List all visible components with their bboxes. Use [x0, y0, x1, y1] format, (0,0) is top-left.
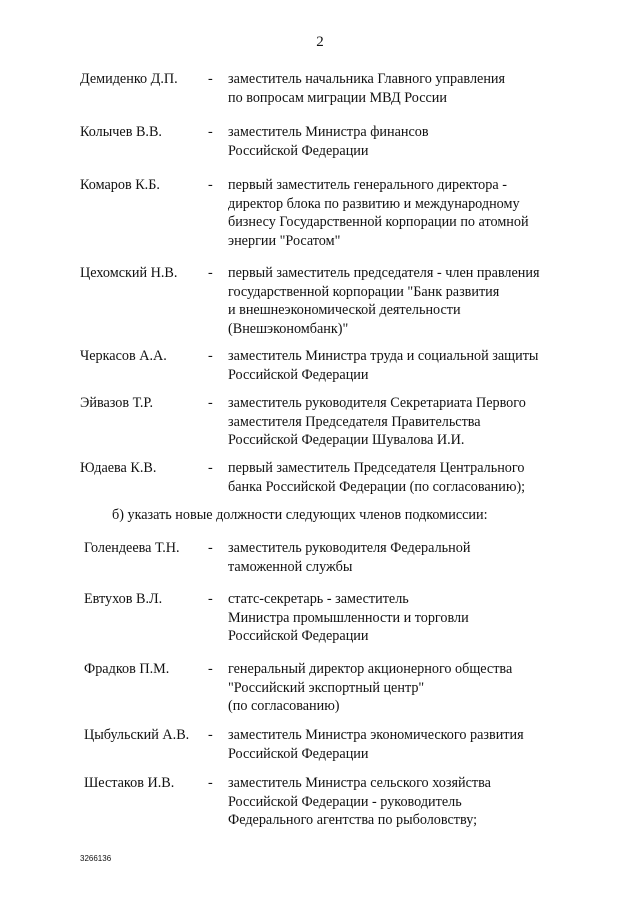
- position-line: энергии "Росатом": [228, 232, 341, 249]
- position-line: Российской Федерации: [228, 142, 369, 159]
- dash-separator: -: [208, 460, 213, 476]
- position-line: заместитель руководителя Федеральной: [228, 540, 471, 556]
- position-line: Российской Федерации: [228, 628, 369, 645]
- position-line: Российской Федерации Шувалова И.И.: [228, 432, 465, 449]
- member-name: Цыбульский А.В.: [84, 727, 190, 743]
- position-line: (Внешэкономбанк)": [228, 320, 349, 337]
- position-line: первый заместитель председателя - член правления: [228, 265, 540, 281]
- position-line: заместитель Министра сельского хозяйства: [228, 775, 491, 791]
- member-name: Демиденко Д.П.: [80, 71, 178, 87]
- position-line: первый заместитель генерального директора -: [228, 177, 507, 193]
- dash-separator: -: [208, 71, 213, 87]
- dash-separator: -: [208, 540, 213, 556]
- dash-separator: -: [208, 348, 213, 364]
- position-line: заместитель руководителя Секретариата Первого: [228, 395, 526, 411]
- position-line: Российской Федерации: [228, 366, 369, 383]
- position-line: и внешнеэкономической деятельности: [228, 302, 461, 319]
- member-name: Черкасов А.А.: [80, 348, 167, 364]
- position-line: государственной корпорации "Банк развития: [228, 283, 500, 300]
- position-line: заместитель Министра финансов: [228, 124, 429, 140]
- section-b-intro: б) указать новые должности следующих членов подкомиссии:: [112, 507, 488, 523]
- member-name: Голендеева Т.Н.: [84, 540, 180, 556]
- position-line: заместитель Министра экономического развития: [228, 727, 524, 743]
- member-name: Колычев В.В.: [80, 124, 162, 140]
- position-line: "Российский экспортный центр": [228, 679, 425, 696]
- member-name: Комаров К.Б.: [80, 177, 160, 193]
- position-line: заместитель начальника Главного управления: [228, 71, 506, 87]
- position-line: Министра промышленности и торговли: [228, 609, 469, 626]
- position-line: заместителя Председателя Правительства: [228, 413, 481, 430]
- dash-separator: -: [208, 727, 213, 743]
- member-position: [228, 590, 469, 646]
- member-position: [228, 123, 429, 160]
- member-position: [228, 176, 529, 250]
- member-name: Эйвазов Т.Р.: [80, 395, 154, 411]
- dash-separator: -: [208, 395, 213, 411]
- dash-separator: -: [208, 661, 213, 677]
- dash-separator: -: [208, 124, 213, 140]
- dash-separator: -: [208, 265, 213, 281]
- position-line: Российской Федерации - руководитель: [228, 793, 462, 810]
- position-line: бизнесу Государственной корпорации по атомной: [228, 214, 529, 231]
- member-position: [228, 70, 505, 107]
- dash-separator: -: [208, 775, 213, 791]
- dash-separator: -: [208, 591, 213, 607]
- member-name: Юдаева К.В.: [80, 460, 157, 476]
- position-line: Федерального агентства по рыболовству;: [228, 812, 478, 829]
- page-number: 2: [316, 34, 324, 50]
- member-name: Шестаков И.В.: [84, 775, 175, 791]
- member-name: Цехомский Н.В.: [80, 265, 178, 281]
- position-line: (по согласованию): [228, 698, 340, 715]
- member-position: [228, 347, 538, 384]
- member-position: [228, 394, 526, 450]
- member-name: Фрадков П.М.: [84, 661, 170, 677]
- position-line: заместитель Министра труда и социальной защиты: [228, 348, 539, 364]
- position-line: первый заместитель Председателя Центрального: [228, 460, 525, 476]
- position-line: таможенной службы: [228, 558, 353, 575]
- member-name: Евтухов В.Л.: [84, 591, 163, 607]
- member-position: [228, 459, 525, 496]
- position-line: директор блока по развитию и международному: [228, 195, 520, 212]
- position-line: Российской Федерации: [228, 745, 369, 762]
- position-line: статс-секретарь - заместитель: [228, 591, 409, 607]
- position-line: банка Российской Федерации (по согласованию);: [228, 478, 526, 495]
- member-position: [228, 660, 512, 716]
- member-position: [228, 726, 524, 763]
- dash-separator: -: [208, 177, 213, 193]
- position-line: генеральный директор акционерного общества: [228, 661, 513, 677]
- member-position: [228, 774, 491, 830]
- document-code: 3266136: [80, 854, 112, 863]
- member-position: [228, 264, 539, 338]
- position-line: по вопросам миграции МВД России: [228, 89, 447, 106]
- member-position: [228, 539, 470, 576]
